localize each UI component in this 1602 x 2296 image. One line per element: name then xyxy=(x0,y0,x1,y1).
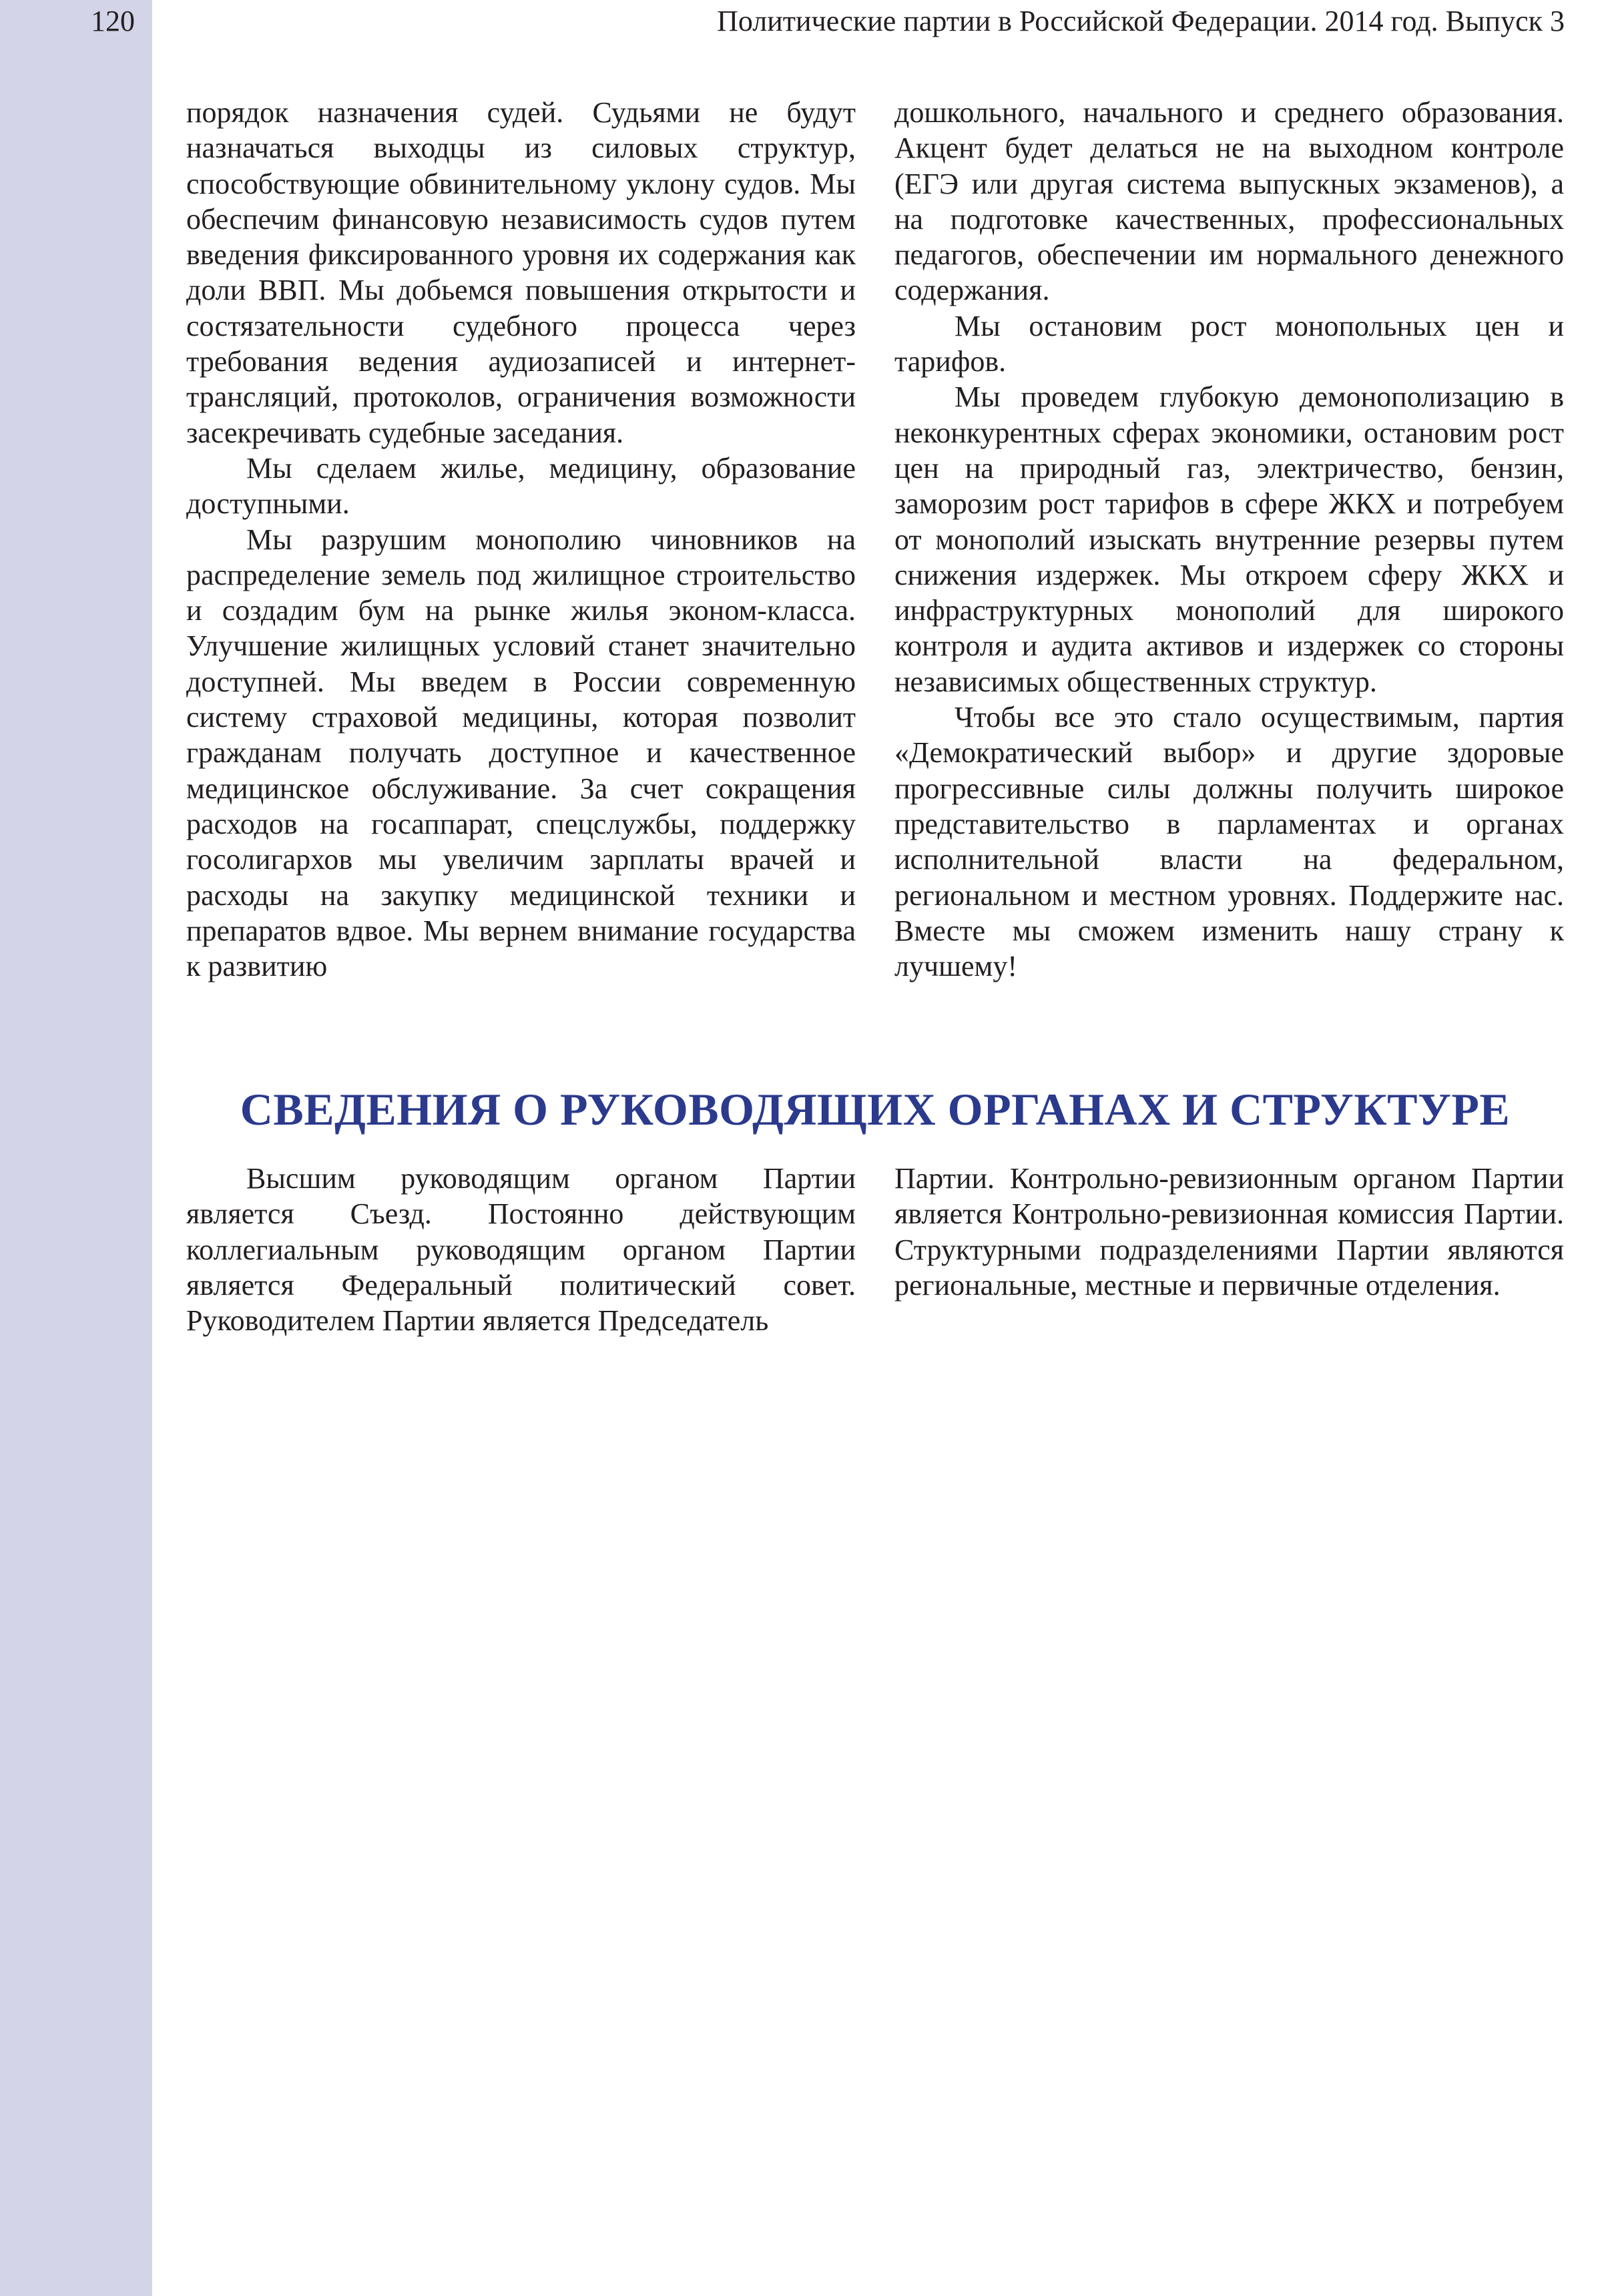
right-column xyxy=(894,95,1564,984)
section-text-columns xyxy=(186,1161,1564,1338)
paragraph-conclusion: Чтобы все это стало осуществимым, партия «Демократический выбор» и другие здоровые прогрессивные силы должны получить широкое представительство в парламентах и органах исполнительной власти на федеральном, региональном и местном уровнях. Поддержите нас. Вместе мы сможем изменить нашу страну к лучшему! xyxy=(894,701,1564,983)
margin-color-band xyxy=(0,0,152,2296)
paragraph-tariffs: Мы остановим рост монопольных цен и тарифов. xyxy=(894,309,1564,378)
section-right-column xyxy=(894,1161,1564,1338)
left-column xyxy=(186,95,856,984)
paragraph-housing-medicine: Мы разрушим монополию чиновников на распределение земель под жилищное строительство и создадим бум на рынке жилья эконом-класса. Улучшение жилищных условий станет значительно доступней. Мы введем в России современную систему страховой медицины, которая позволит гражданам получать доступное и качественное медицинское обслуживание. За счет сокращения расходов на госаппарат, спецслужбы, поддержку госолигархов мы увеличим зарплаты врачей и расходы на закупку медицинской техники и препаратов вдвое. Мы вернем внимание государства к развитию xyxy=(186,523,856,983)
page-number: 120 xyxy=(91,5,135,37)
section-heading: СВЕДЕНИЯ О РУКОВОДЯЩИХ ОРГАНАХ И СТРУКТУРЕ xyxy=(240,1084,1511,1135)
top-text-columns xyxy=(186,95,1564,984)
paragraph-governing-bodies: Высшим руководящим органом Партии является Съезд. Постоянно действующим коллегиальным руководящим органом Партии является Федеральный политический совет. Руководителем Партии является Председатель xyxy=(186,1162,856,1338)
paragraph-education: дошкольного, начального и среднего образования. Акцент будет делаться не на выходном контроле (ЕГЭ или другая система выпускных экзаменов), а на подготовке качественных, профессиональных педагогов, обеспечении им нормального денежного содержания. xyxy=(894,96,1564,307)
paragraph-structure: Партии. Контрольно-ревизионным органом Партии является Контрольно-ревизионная комиссия Партии. Структурными подразделениями Партии являются региональные, местные и первичные отделения. xyxy=(894,1162,1564,1302)
paragraph-housing-intro: Мы сделаем жилье, медицину, образование доступными. xyxy=(186,451,856,521)
paragraph-demonopolization: Мы проведем глубокую демонополизацию в неконкурентных сферах экономики, остановим рост цен на природный газ, электричество, бензин, заморозим рост тарифов в сфере ЖКХ и потребуем от монополий изыскать внутренние резервы путем снижения издержек. Мы откроем сферу ЖКХ и инфраструктурных монополий для широкого контроля и аудита активов и издержек со стороны независимых общественных структур. xyxy=(894,380,1564,698)
running-header: Политические партии в Российской Федерации. 2014 год. Выпуск 3 xyxy=(717,5,1565,37)
section-left-column xyxy=(186,1161,856,1338)
paragraph-courts: порядок назначения судей. Судьями не будут назначаться выходцы из силовых структур, способствующие обвинительному уклону судов. Мы обеспечим финансовую независимость судов путем введения фиксированного уровня их содержания как доли ВВП. Мы добьемся повышения открытости и состязательности судебного процесса через требования ведения аудиозаписей и интернет-трансляций, протоколов, ограничения возможности засекречивать судебные заседания. xyxy=(186,96,856,449)
